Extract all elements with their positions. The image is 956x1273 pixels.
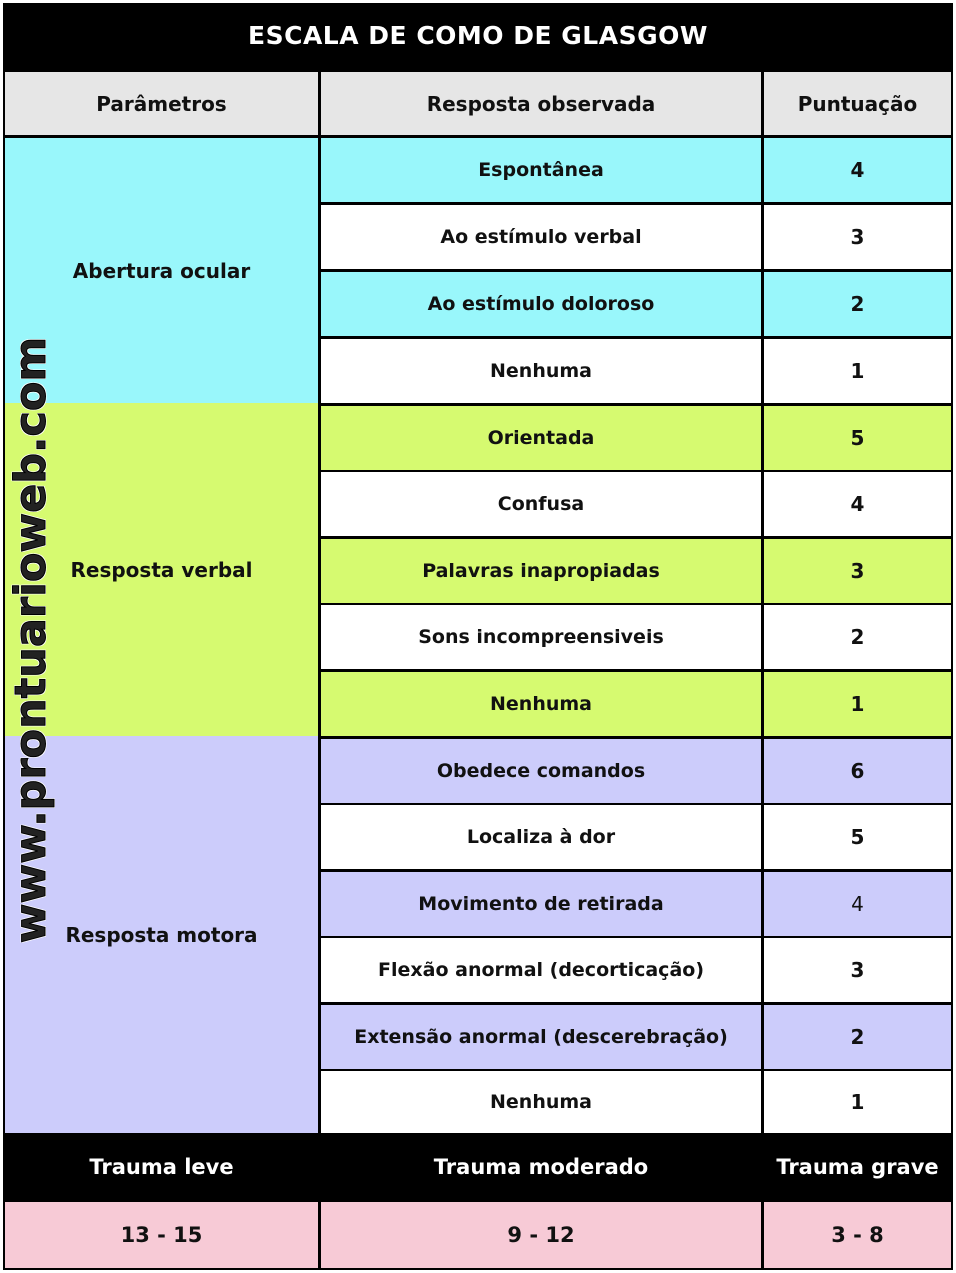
watermark-url: [2, 336, 60, 944]
response-cell: Espontânea: [321, 138, 761, 202]
score-cell: 4: [764, 138, 951, 202]
score-cell: 6: [764, 739, 951, 803]
score-cell: 5: [764, 406, 951, 470]
header-parametros: Parâmetros: [5, 72, 318, 135]
glasgow-table: [3, 3, 953, 1270]
score-cell: 3: [764, 205, 951, 269]
footer-label-trauma-moderado: Trauma moderado: [433, 1155, 649, 1179]
response-cell: Flexão anormal (decorticação): [321, 938, 761, 1002]
response-cell: Orientada: [321, 406, 761, 470]
response-cell: Nenhuma: [321, 1071, 761, 1133]
score-cell: 1: [764, 1071, 951, 1133]
parameter-resposta-motora: Resposta motora: [5, 736, 318, 1133]
response-cell: Confusa: [321, 472, 761, 536]
parameter-resposta-verbal: Resposta verbal: [5, 403, 318, 736]
response-cell: Ao estímulo doloroso: [321, 272, 761, 336]
watermark-text: www.prontuarioweb.com: [6, 336, 57, 944]
header-resposta-observada: Resposta observada: [321, 72, 761, 135]
response-cell: Palavras inapropiadas: [321, 539, 761, 603]
footer-value-trauma-moderado: 9 - 12: [321, 1202, 761, 1268]
score-cell: 5: [764, 805, 951, 869]
score-cell: 3: [764, 539, 951, 603]
response-cell: Nenhuma: [321, 672, 761, 736]
score-cell: 4: [764, 872, 951, 936]
footer-label-trauma-grave: Trauma grave: [776, 1155, 939, 1179]
response-cell: Obedece comandos: [321, 739, 761, 803]
score-cell: 1: [764, 339, 951, 403]
parameter-abertura-ocular: Abertura ocular: [5, 138, 318, 403]
score-cell: 4: [764, 472, 951, 536]
response-cell: Ao estímulo verbal: [321, 205, 761, 269]
header-puntuacao: Puntuação: [764, 72, 951, 135]
response-cell: Nenhuma: [321, 339, 761, 403]
response-cell: Extensão anormal (descerebração): [321, 1005, 761, 1069]
table-title: ESCALA DE COMO DE GLASGOW: [248, 21, 708, 50]
score-cell: 1: [764, 672, 951, 736]
footer-label-trauma-leve: Trauma leve: [89, 1155, 234, 1179]
response-cell: Movimento de retirada: [321, 872, 761, 936]
score-cell: 3: [764, 938, 951, 1002]
score-cell: 2: [764, 272, 951, 336]
footer-value-trauma-leve: 13 - 15: [5, 1202, 318, 1268]
footer-value-trauma-grave: 3 - 8: [764, 1202, 951, 1268]
response-cell: Localiza à dor: [321, 805, 761, 869]
score-cell: 2: [764, 1005, 951, 1069]
score-cell: 2: [764, 605, 951, 669]
response-cell: Sons incompreensiveis: [321, 605, 761, 669]
